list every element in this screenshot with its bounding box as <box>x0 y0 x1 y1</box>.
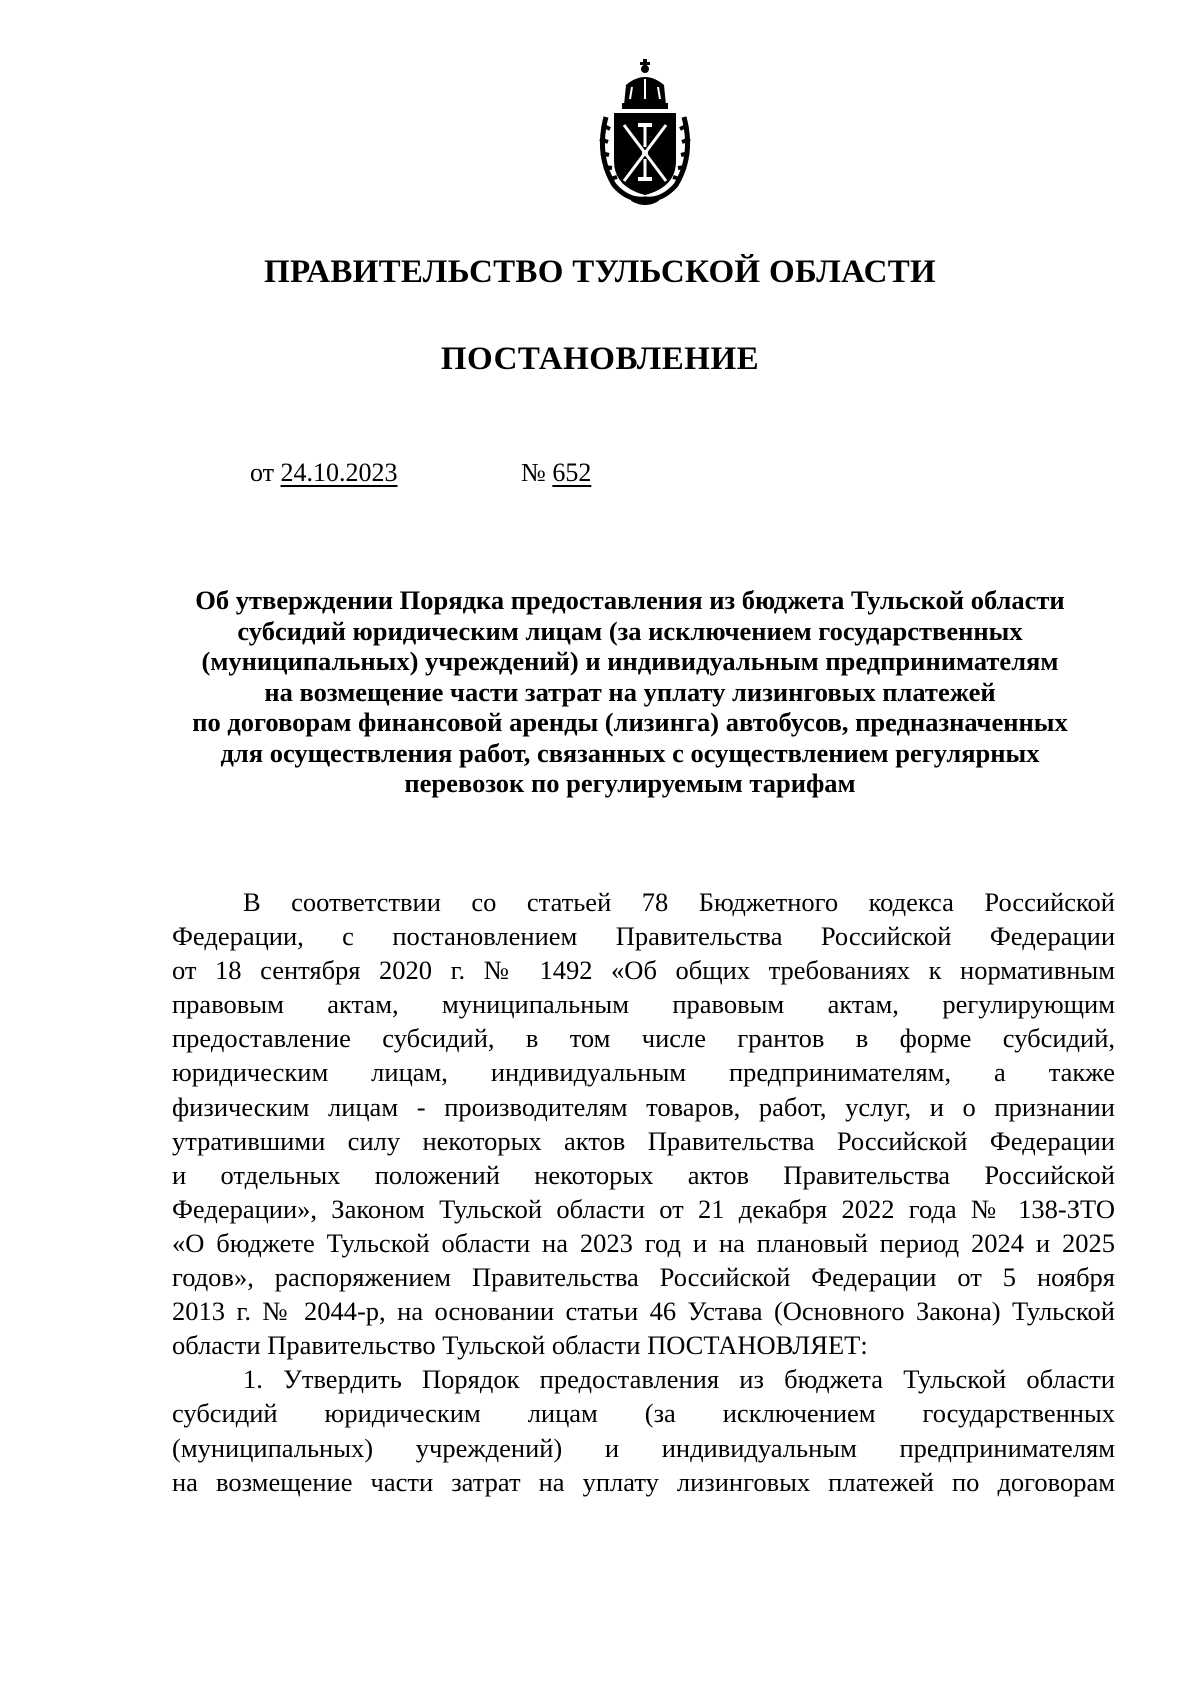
document-number: 652 <box>552 458 592 487</box>
body-line: утратившими силу некоторых актов Правительства Российской Федерации <box>172 1125 1115 1156</box>
clause-1-paragraph <box>172 1362 1115 1498</box>
organization-title: ПРАВИТЕЛЬСТВО ТУЛЬСКОЙ ОБЛАСТИ <box>264 254 936 290</box>
document-type-title: ПОСТАНОВЛЕНИЕ <box>440 341 760 377</box>
body-line: правовым актам, муниципальным правовым актам, регулирующим <box>172 989 1115 1020</box>
document-date: 24.10.2023 <box>280 458 398 487</box>
body-line: 2013 г. № 2044-р, на основании статьи 46 Устава (Основного Закона) Тульской <box>172 1296 1115 1327</box>
document-number-line <box>521 458 591 488</box>
body-line: годов», распоряжением Правительства Российской Федерации от 5 ноября <box>172 1262 1115 1293</box>
body-line: (муниципальных) учреждений) и индивидуальным предпринимателям <box>172 1432 1115 1463</box>
body-line: Федерации, с постановлением Правительства Российской Федерации <box>172 921 1115 952</box>
body-line: области Правительство Тульской области ПОСТАНОВЛЯЕТ: <box>172 1330 868 1361</box>
subject-line: (муниципальных) учреждений) и индивидуальным предпринимателям <box>201 646 1059 676</box>
body-line: 1. Утвердить Порядок предоставления из бюджета Тульской области <box>243 1364 1115 1395</box>
date-prefix: от <box>250 458 275 487</box>
number-prefix: № <box>521 458 546 487</box>
subject-line: перевозок по регулируемым тарифам <box>404 768 856 798</box>
body-line: физическим лицам - производителям товаров, работ, услуг, и о признании <box>172 1091 1115 1122</box>
document-body <box>172 885 1115 1499</box>
body-line: субсидий юридическим лицам (за исключением государственных <box>172 1398 1115 1429</box>
body-line: и отдельных положений некоторых актов Правительства Российской <box>172 1159 1115 1190</box>
body-line: юридическим лицам, индивидуальным предпринимателям, а также <box>172 1057 1115 1088</box>
body-line: Федерации», Законом Тульской области от 21 декабря 2022 года № 138-ЗТО <box>172 1193 1115 1224</box>
subject-line: для осуществления работ, связанных с осуществлением регулярных <box>220 737 1040 768</box>
body-line: «О бюджете Тульской области на 2023 год и на плановый период 2024 и 2025 <box>172 1227 1115 1258</box>
subject-line: субсидий юридическим лицам (за исключением государственных <box>237 615 1023 646</box>
preamble-paragraph <box>172 885 1115 1362</box>
document-subject <box>150 585 1110 799</box>
subject-line: на возмещение части затрат на уплату лизинговых платежей <box>264 676 996 707</box>
body-line: на возмещение части затрат на уплату лизинговых платежей по договорам <box>172 1466 1115 1497</box>
subject-line: по договорам финансовой аренды (лизинга) автобусов, предназначенных <box>192 707 1068 737</box>
body-line: от 18 сентября 2020 г. № 1492 «Об общих требованиях к нормативным <box>172 955 1115 986</box>
subject-line: Об утверждении Порядка предоставления из бюджета Тульской области <box>195 585 1065 615</box>
tula-oblast-coat-of-arms-icon <box>590 55 700 205</box>
body-line: В соответствии со статьей 78 Бюджетного кодекса Российской <box>243 887 1115 917</box>
document-date-line <box>250 458 398 488</box>
body-line: предоставление субсидий, в том числе грантов в форме субсидий, <box>172 1023 1115 1054</box>
